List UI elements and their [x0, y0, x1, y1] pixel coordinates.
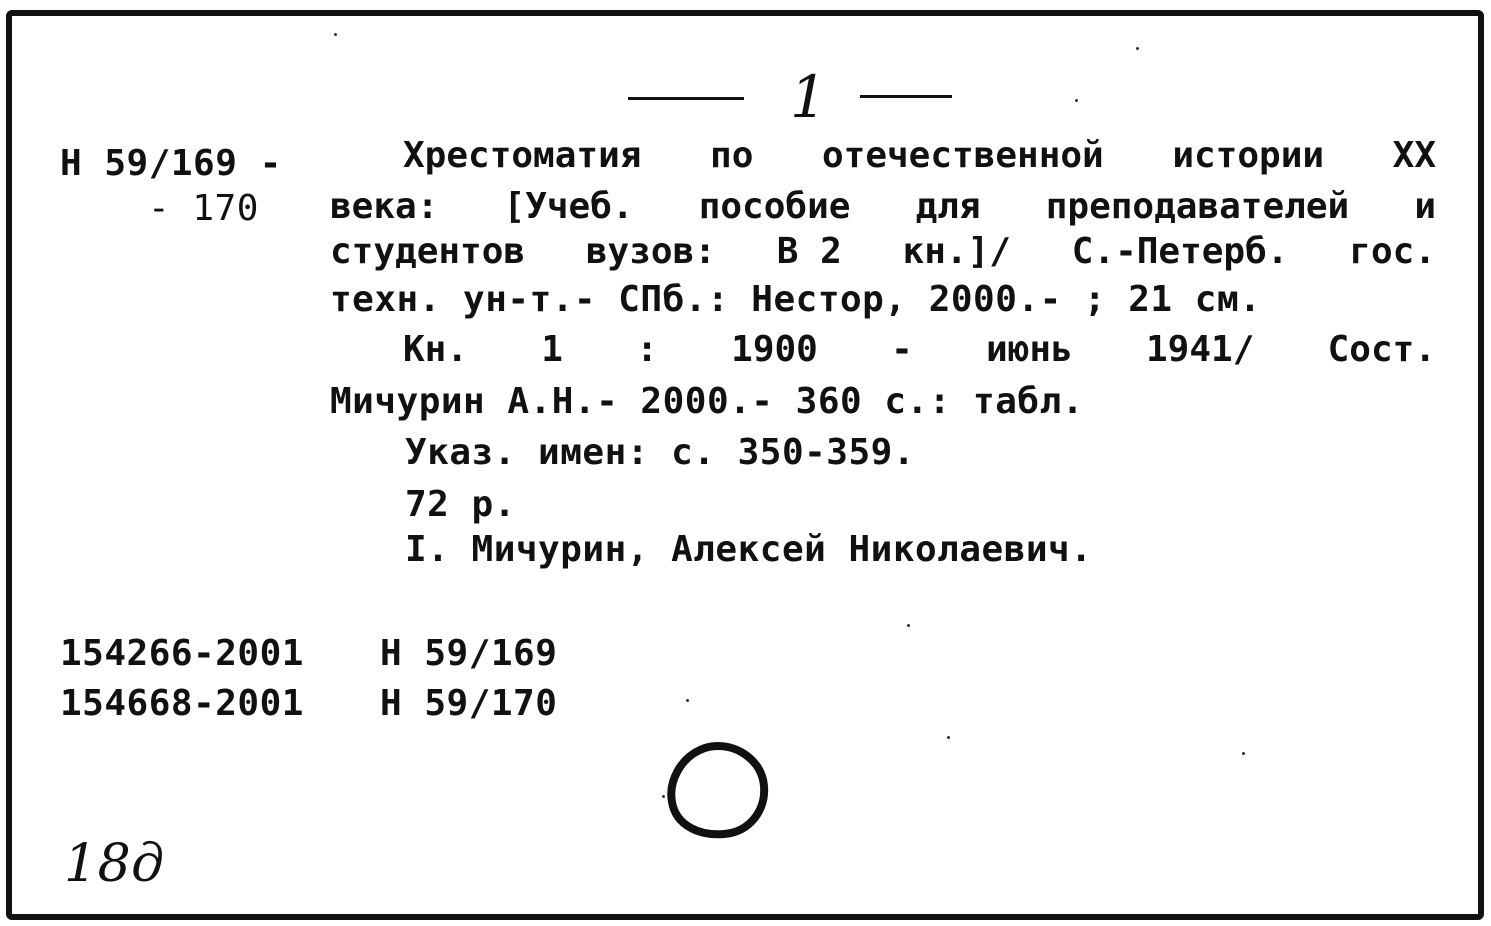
- word: вузов:: [585, 231, 716, 272]
- scan-speck: [907, 624, 910, 627]
- word: :: [636, 329, 658, 370]
- word: отечественной: [821, 135, 1104, 176]
- word: по: [710, 135, 754, 176]
- inventory-shelfmark: Н 59/169: [380, 633, 558, 674]
- word: июнь: [986, 329, 1073, 370]
- scan-speck: [1075, 99, 1078, 102]
- scan-speck: [947, 736, 950, 739]
- word: -: [891, 329, 913, 370]
- handwritten-note: 18д: [64, 834, 165, 894]
- page-number: 1: [790, 63, 828, 131]
- word: 1: [541, 329, 563, 370]
- word: 1941/: [1146, 329, 1255, 370]
- scan-speck: [662, 795, 665, 798]
- description-line-3: [330, 231, 1436, 272]
- word: преподавателей: [1045, 186, 1350, 227]
- description-line-8: 72 р.: [405, 484, 516, 525]
- description-line-5: [403, 329, 1436, 370]
- word: XX: [1392, 135, 1436, 176]
- scan-speck: [1242, 752, 1245, 755]
- word: истории: [1172, 135, 1325, 176]
- word: пособие: [698, 186, 851, 227]
- inventory-number: 154266-2001: [60, 633, 304, 674]
- word: кн.]/: [902, 231, 1011, 272]
- word: века:: [330, 186, 439, 227]
- word: В 2: [776, 231, 842, 272]
- inventory-number: 154668-2001: [60, 683, 304, 724]
- shelfmark-bottom: - 170: [148, 188, 259, 229]
- word: [Учеб.: [503, 186, 634, 227]
- punch-hole: [658, 740, 772, 840]
- scan-speck: [334, 33, 337, 36]
- word: С.-Петерб.: [1071, 231, 1289, 272]
- description-line-1: [403, 135, 1436, 176]
- word: Хрестоматия: [403, 135, 642, 176]
- description-line-6: Мичурин А.Н.- 2000.- 360 с.: табл.: [330, 381, 1084, 422]
- header-dash-right: [860, 95, 952, 98]
- header-dash-left: [628, 97, 744, 100]
- description-line-9: I. Мичурин, Алексей Николаевич.: [405, 529, 1093, 570]
- word: для: [915, 186, 981, 227]
- description-line-7: Указ. имен: с. 350-359.: [405, 432, 915, 473]
- word: Кн.: [403, 329, 469, 370]
- scan-speck: [686, 699, 689, 702]
- word: гос.: [1349, 231, 1436, 272]
- shelfmark-top: Н 59/169 -: [60, 143, 282, 184]
- word: студентов: [330, 231, 526, 272]
- word: 1900: [731, 329, 818, 370]
- description-line-2: [330, 186, 1436, 227]
- scan-speck: [1136, 47, 1139, 50]
- word: Сост.: [1327, 329, 1436, 370]
- inventory-shelfmark: Н 59/170: [380, 683, 558, 724]
- word: и: [1414, 186, 1436, 227]
- description-line-4: техн. ун-т.- СПб.: Нестор, 2000.- ; 21 см.: [330, 279, 1262, 320]
